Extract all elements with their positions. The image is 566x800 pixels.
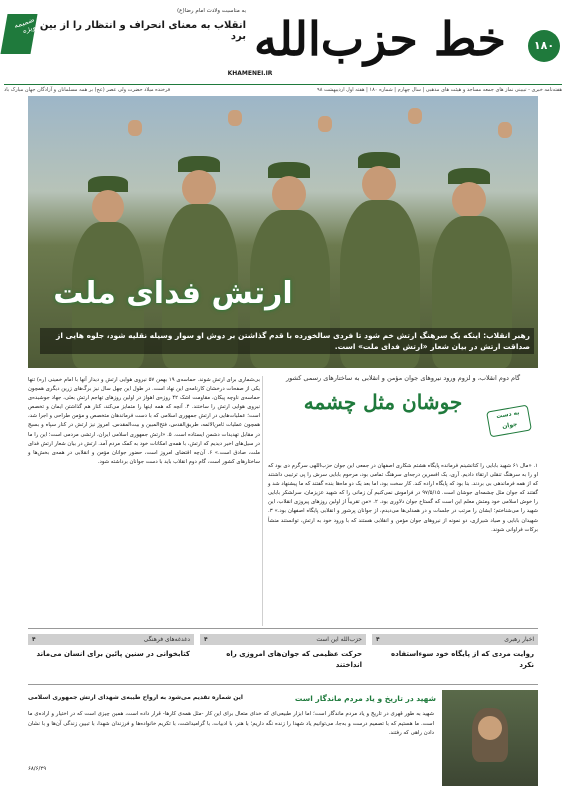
- teaser-row: [28, 634, 538, 670]
- hero-caption: رهبر انقلاب: اینکه یک سرهنگ ارتش خم شود تا فردی سالخورده با قدم گذاشتن بر دوش او سوار وسیله نقلیه شود، جلوه‌ هایی از صداقت ارتش در بیان شعار «ارتش فدای ملت» است.: [40, 328, 534, 354]
- teaser-page-number: ۴: [376, 636, 380, 643]
- footer-text: شهید به طور قهری در تاریخ و یاد مردم ماندگار است؛ اما ابزار طبیعی‌ای که خدای متعال برای این کار -مثل همه‌ی کارها- قرار داده است، همین چیزی است که در اختیار و اراده‌ی ما است. ما هستیم که با تصمیم درست و به‌جا، می‌توانیم یاد شهدا را زنده نگه داریم؛ با هنر، با ادبیات، با گرامیداشت، با تکریم خانواده‌ها و فرزندان شهدا، با تبیین زندگی آن‌ها و با نشان دادن راهی که رفتند.: [28, 711, 434, 736]
- raised-fist: [128, 120, 142, 136]
- martyr-portrait: [442, 690, 538, 786]
- soldier-face: [272, 176, 306, 212]
- raised-fist: [228, 110, 242, 126]
- teaser-section: دغدغه‌های فرهنگی: [143, 636, 190, 643]
- section-rule: [28, 684, 538, 685]
- hero-photo: [28, 96, 538, 368]
- soldier-face: [182, 170, 216, 206]
- raised-fist: [408, 108, 422, 124]
- teaser-text: کتابخوانی در سنین پائین برای انسان می‌ماند: [36, 650, 190, 658]
- soldier-face: [452, 182, 486, 218]
- teaser-text: حرکت عظیمی که جوان‌های امروزی راه انداختند: [226, 650, 362, 669]
- main-article-kicker: گام دوم انقلاب، و لزوم ورود نیروهای جوان مؤمن و انقلابی به ساختارهای رسمی کشور: [285, 374, 521, 382]
- special-tab-label: ضمیمه ویژه: [13, 15, 37, 36]
- footer-dedication: این شماره تقدیم می‌شود به ارواح طیبه‌ی شهدای ارتش جمهوری اسلامی: [28, 694, 243, 701]
- teaser-head: [200, 634, 366, 645]
- soldier-face: [362, 166, 396, 202]
- section-rule: [28, 628, 538, 629]
- info-bar-right: هفته‌نامه خبری - تبیینی نماز های جمعه مساجد و هیئت های مذهبی | سال چهارم | شماره ۱۸۰ | هفته اول اردیبهشت ۹۸: [317, 87, 562, 93]
- teaser-hezbollah[interactable]: [200, 634, 366, 670]
- special-supplement-tab: [0, 14, 37, 54]
- footer-date: ۶۸/۶/۲۹: [28, 766, 47, 772]
- raised-fist: [318, 116, 332, 132]
- teaser-leader-news[interactable]: [372, 634, 538, 670]
- portrait-face: [478, 716, 502, 740]
- info-bar-left: فرخنده میلاد حضرت ولی عصر (عج) بر همه مسلمانان و آزادگان جهان مبارک باد: [4, 87, 171, 93]
- teaser-section: حزب‌الله این است: [316, 636, 362, 643]
- teaser-head: [372, 634, 538, 645]
- left-article-body: بی‌شماری برای ارتش شوند. حماسه‌ی ۱۹ بهمن ۵۷ نیروی هوایی ارتش و دیدار آنها با امام خمینی (ره) تنها یکی از صفحات درخشان کارنامه‌ی این نهاد است. در طول این چهل سال نیز برگ‌های زرین دیگری همچون حماسه‌ی ناوچه پیکان، مقاومت اشک ۴۲ روزه‌ی اهواز در اولین روزهای تهاجم ارتش بعثی، جهاد جوشیده‌ی نیروی هوایی ارتش را ساختند. ۴. آنچه که همه اینها را متمایز می‌کند، کنار هم گذاشتن ایمان و تخصص است؛ عملیات‌هایی در ارتش جمهوری اسلامی که با دست فرماندهان متخصص و مؤمن طراحی و اجرا شد، همچون عملیات ثامن‌الائمه، طریق‌القدس، فتح‌المبین و بیت‌المقدس. امروز نیز ارتش در کنار سپاه و بسیج در مقابل تهدیدات دشمن ایستاده است. ۵. «ارتش جمهوری اسلامی ایران، ارتشی مردمی است؛ این را ما در سیل‌های اخیر دیدیم که ارتش، با همه‌ی امکانات خود به کمک مردم آمد. ارتش در بیان شعار ارتش فدای ملت، صادق است.» ۶. آن‌چه اقتضای امروز است، حضور جوانان مؤمن و انقلابی در همه‌ی بخش‌ها و ساختارهای کشور است، گام دوم انقلاب باید با دست جوانان برداشته شود.: [28, 377, 261, 465]
- teaser-text: روایت مردی که از پایگاه خود سوءاستفاده نکرد: [390, 650, 534, 669]
- hero-title: ارتش فدای ملت: [53, 276, 293, 311]
- footer-martyr-section: [28, 690, 538, 786]
- newspaper-logo: خط حزب‌الله: [254, 12, 506, 66]
- issue-number-badge: ۱۸۰: [528, 30, 560, 62]
- footer-title: شهید در تاریخ و یاد مردم ماندگار است: [294, 694, 436, 703]
- teaser-page-number: ۴: [204, 636, 208, 643]
- teaser-page-number: ۴: [32, 636, 36, 643]
- column-divider: [262, 376, 263, 626]
- khamenei-logo: KHAMENEI.IR: [227, 70, 273, 77]
- masthead: [0, 0, 566, 96]
- teaser-section: اخبار رهبری: [504, 636, 534, 643]
- teaser-head: [28, 634, 194, 645]
- masthead-headline: انقلاب به معنای انحراف و انتظار را از بین برد: [39, 20, 246, 42]
- main-article-badge: به دست جوان: [486, 405, 532, 438]
- main-article-title: جوشان مثل چشمه: [303, 390, 463, 414]
- raised-fist: [498, 122, 512, 138]
- main-article-body: ۱. «مال ۶۱ شهید بابایی را کتانشینم فرمانده پایگاه هشتم شکاری اصفهان در جمعی این جوان حزب‌اللهی سرگرم دی بود که او را به سرهنگ تنقلی ارتقاء دادیم. آری، یک افسرین درجه‌ای سرهنگ تمامی بود، مرحوم بابایی سرش را پی ترتیبی داشتند که از همه فرماندهی بی بردند. بنا بود که پایگاه اراده کند. کار سخت بود، اما بعد یک دو ماه‌ها بنده گفتند که ما پیشنهاد شد و گفتند که جوان مثل چشمه‌ای جوشان است. ۹۷/۵/۱۵ در فراموش نمی‌کنیم آن زمانی را که شهید عزیزمان، سرلشکر بابایی را خوش اسلامی خود ومتش معلم این است که گستاخ جوان دلاوری بود. ۲. «من تقریباً از اولین روزهای پیروزی انقلاب، این شهید را می‌شناختم؛ ایشان را مرتب در جلسات و در همدلی‌ها می‌دیدم، از جوانان پرشور و انقلابی پایگاه اصفهان بود.» ۳. شهیدان بابایی و صیاد شیرازی، دو نمونه از نیروهای جوان مؤمن و انقلابی هستند که با ورود خود به ارتش، توانستند منشأ برکات فراوانی شوند.: [268, 463, 539, 533]
- masthead-subhead: به مناسبت ولادت امام رضا(ع): [177, 8, 246, 14]
- teaser-cultural[interactable]: [28, 634, 194, 670]
- soldier-face: [92, 190, 124, 224]
